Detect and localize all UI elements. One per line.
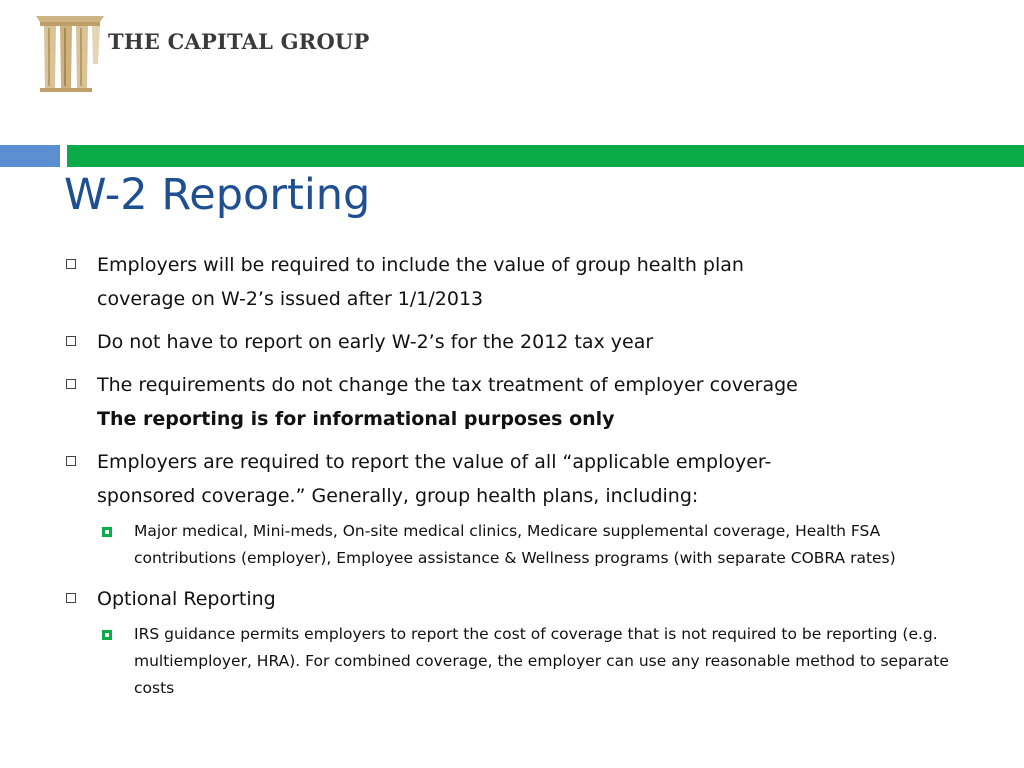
bullet-item — [66, 445, 966, 513]
hollow-square-bullet-icon — [66, 456, 76, 466]
filled-square-bullet-icon — [102, 630, 112, 640]
bullet-text: Employers are required to report the value of all “applicable employer- — [97, 451, 772, 473]
filled-square-bullet-icon — [102, 527, 112, 537]
bullet-text: coverage on W-2’s issued after 1/1/2013 — [97, 288, 484, 310]
slide-title: W-2 Reporting — [64, 170, 371, 220]
accent-bar-green — [67, 145, 1024, 167]
hollow-square-bullet-icon — [66, 336, 76, 346]
bullet-item — [66, 325, 966, 359]
bullet-item — [66, 582, 966, 616]
column-pillars-icon — [34, 14, 106, 92]
hollow-square-bullet-icon — [66, 379, 76, 389]
bullet-text: Employers will be required to include the value of group health plan — [97, 254, 744, 276]
bullet-list — [66, 248, 966, 712]
bullet-bold-text: The reporting is for informational purposes only — [97, 408, 615, 430]
sub-bullet-item — [134, 621, 964, 702]
bullet-text: sponsored coverage.” Generally, group health plans, including: — [97, 485, 699, 507]
bullet-text: Do not have to report on early W-2’s for the 2012 tax year — [97, 331, 654, 353]
bullet-text: Optional Reporting — [97, 588, 276, 610]
sub-bullet-text: Major medical, Mini-meds, On-site medical clinics, Medicare supplemental coverage, Health FSA contributions (employer), Employee assistance & Wellness programs (with separate COBRA rates) — [134, 522, 896, 567]
bullet-item — [66, 368, 966, 436]
sub-bullet-text: IRS guidance permits employers to report the cost of coverage that is not required to be reporting (e.g. multiemployer, HRA). For combined coverage, the employer can use any reasonable method to separate costs — [134, 625, 949, 697]
hollow-square-bullet-icon — [66, 593, 76, 603]
accent-bar-blue — [0, 145, 60, 167]
bullet-text: The requirements do not change the tax treatment of employer coverage — [97, 374, 798, 396]
company-logo — [34, 14, 369, 92]
company-name: THE CAPITAL GROUP — [108, 29, 370, 54]
sub-bullet-item — [134, 518, 964, 572]
bullet-item — [66, 248, 966, 316]
hollow-square-bullet-icon — [66, 259, 76, 269]
